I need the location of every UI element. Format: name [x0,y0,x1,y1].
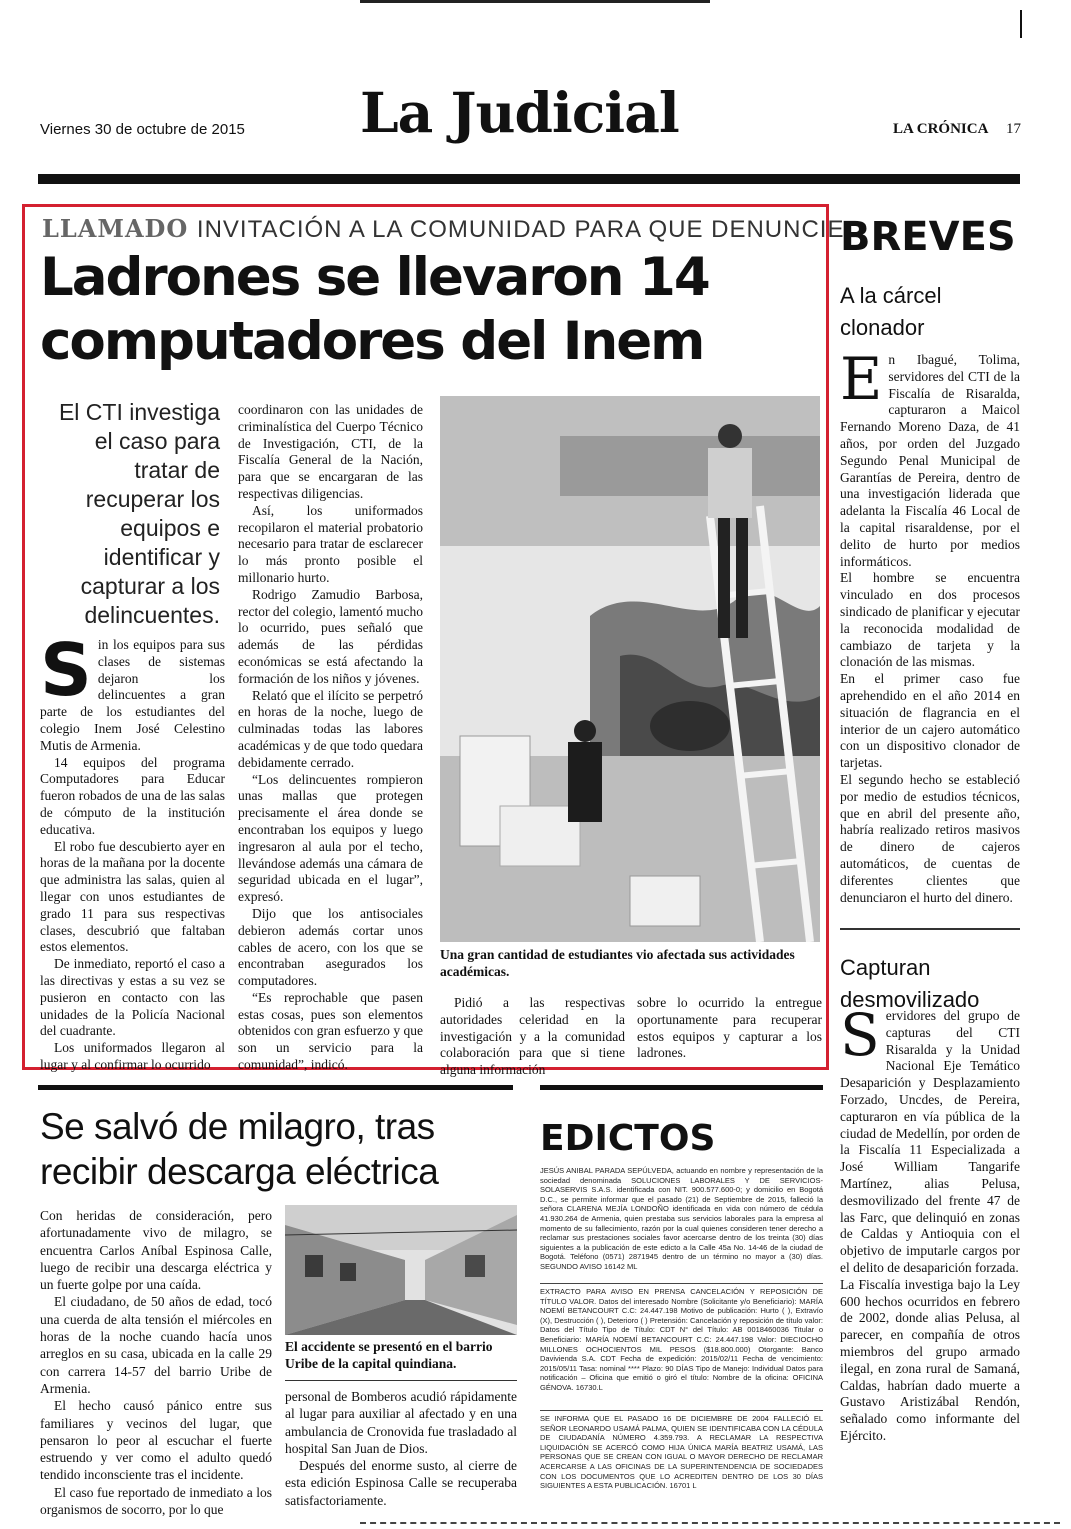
article-headline: Ladrones se llevaron 14 computadores del Inem [40,247,709,372]
kicker-text: INVITACIÓN A LA COMUNIDAD PARA QUE DENUNCIE [196,216,845,243]
article-paragraph: “Es reprochable que pasen estas cosas, pues son elementos obtenidos con gran esfuerzo y que son un servicio para la comunidad”, indicó. [238,989,423,1073]
article-deck: El CTI investiga el caso para tratar de recuperar los equipos e identificar y capturar a los delincuentes. [58,399,220,628]
header-rule [38,174,1020,184]
brief-paragraph: El hombre se encuentra vinculado en dos procesos sindicado de planificar y ejecutar la reconocida modalidad de cambiazo de tarjeta y la clonación de las mismas. [840,570,1020,670]
brief-divider [840,928,1020,930]
article-kicker [42,214,844,244]
drop-cap: S [40,628,92,712]
brief-paragraph: En el primer caso fue aprehendido en el año 2014 en situación de flagrancia en el interior de un cajero automático con un dispositivo clonador de tarjetas. [840,671,1020,771]
article-paragraph: El robo fue descubierto ayer en horas de la mañana por la docente que administra las salas, quien al llegar con unos estudiantes de grado 11 para sus respectivas clases, descubrió que faltaban estos elementos. [40,838,225,955]
street-photo [285,1205,517,1335]
article-paragraph: personal de Bomberos acudió rápidamente al lugar para auxiliar al afectado y en una ambulancia de Cronovida fue trasladado al hospital San Juan de Dios. [285,1389,517,1456]
section-title: La Judicial [360,80,679,145]
article-paragraph: Con heridas de consideración, pero afortunadamente vivo de milagro, se encuentra Carlos Aníbal Espinosa Calle, luego de recibir una descarga eléctrica y un fuerte golpe por una caída. [40,1208,272,1293]
article-paragraph: Pidió a las respectivas autoridades celeridad en la investigación y a la comunidad colaboración para que si tiene alguna información [440,995,625,1078]
brief-lead: En Ibagué, Tolima, servidores del CTI de la Fiscalía de Risaralda, capturaron a Maicol Fernando Moreno Daza, de 41 años, por orden del Juzgado Segundo Penal Municipal de Garantías de Pereira, dentro de una investigación liderada que adelanta la Fiscalía 46 Local de la capital risaraldense, por el delito de hurto por medios informáticos. [840,345,1020,569]
drop-cap: S [840,1001,880,1069]
page-number: 17 [1006,121,1021,137]
article-paragraph: Relató que el ilícito se perpetró en horas de la noche, luego de culminadas todas las labores académicas y de que todo quedara debidamente cerrado. [238,687,423,770]
article-paragraph: Después del enorme susto, al cierre de esta edición Espinosa Calle se recuperaba satisfactoriamente. [285,1458,517,1508]
photo-caption: El accidente se presentó en el barrio Uribe de la capital quindiana. [285,1339,493,1371]
notice-divider [540,1283,823,1284]
article-paragraph: “Los delincuentes rompieron unas mallas que protegen precisamente el área donde se encontraban los equipos y luego ingresaron al aula por el techo, llevándose además una cámara de seguridad ubicada en el lugar”, expresó. [238,771,423,905]
article-paragraph: coordinaron con las unidades de criminalística del Cuerpo Técnico de Investigación, CTI, de la Fiscalía General de la Nación, para que se encargaran de las respectivas diligencias. [238,402,423,501]
article-paragraph: Dijo que los antisociales debieron además cortar unos cables de acero, con los que se encontraban asegurados los computadores. [238,905,423,989]
article-paragraph: El ciudadano, de 50 años de edad, tocó una cuerda de alta tensión el miércoles en horas de la noche cuando hacía unos arreglos en su casa, ubicada en la calle 29 con carrera 14-57 del barrio Uribe de Armenia. [40,1294,272,1396]
article-column-3 [440,995,625,1079]
article-column-1 [40,1207,272,1518]
lead-paragraph: Sin los equipos para sus clases de sistemas dejaron los delincuentes a gran parte de los estudiantes del colegio Inem José Celestino Mutis de Armenia. [40,628,225,753]
article-paragraph: Los uniformados llegaron al lugar y al confirmar lo ocurrido [40,1040,225,1072]
brief-paragraph: La Fiscalía investiga bajo la Ley 600 hechos ocurridos en febrero de 2002, donde alias Pelusa, al parecer, en compañía de otros miembros del grupo armado ilegal, en zona rural de Samaná, Caldas, habrían dado muerte a Gustavo Aristizábal Rendón, señalado como informante del Ejército. [840,1276,1020,1443]
photo-caption: Una gran cantidad de estudiantes vio afectada sus actividades académicas. [440,947,795,979]
brief-lead: Servidores del grupo de capturas del CTI Risaralda y la Unidad Nacional Eje Temático Desaparición y Desplazamiento Forzado, Uncdes, de Pereira, capturaron en vía pública de la ciudad de Medellín, por orden de la Fiscalía 11 Especializada a José William Tangarife Martínez, alias Pelusa, desmovilizado del frente 47 de las Farc, que delinquió en zonas de Caldas y Antioquia con el objetivo de imputarle cargos por el delito de desaparición forzada. [840,1001,1020,1275]
brief-body [840,345,1020,906]
article-paragraph: sobre lo ocurrido la entregue oportunamente para recuperar estos equipos y capturar a los ladrones. [637,995,822,1061]
legal-notice: EXTRACTO PARA AVISO EN PRENSA CANCELACIÓN Y REPOSICIÓN DE TÍTULO VALOR. Datos del interesado Nombre (Solicitante y/o Beneficiario): MARÍA NOEMÍ BETANCOURT C.C: 24.447.198 Motivo de publicación: Hurto ( ), Extravío (X), Destrucción ( ), Deterioro ( ) Pretensión: Cancelación y reposición de título valor: Datos del Título Tipo de Título: CDT N° del Título: AB 0018460036 Titular o Beneficiario: MARÍA NOEMÍ BETANCOURT C.C: 24.447.198 Valor: DIECIOCHO MILLONES OCHOCIENTOS MIL PESOS ($18.800.000) Otorgante: Banco Davivienda S.A. CDT Fecha de expedición: 2015/02/11 Fecha de vencimiento: 2015/05/11 Tasa: nominal **** Plazo: 90 DÍAS Tipo de Manejo: Individual Datos para notificación – Oficina que emitió o giró el título: Nombre de la oficina: OFICINA GÉNOVA. 16730.L [540,1287,823,1392]
newspaper-brand: LA CRÓNICA [893,121,989,137]
bottom-margin-mark [360,1522,1060,1529]
article-headline: Se salvó de milagro, tras recibir descarga eléctrica [40,1106,439,1192]
article-column-4 [637,995,822,1062]
notice-divider [540,1410,823,1411]
caption-rule [285,1380,517,1381]
article-paragraph: Rodrigo Zamudio Barbosa, rector del colegio, lamentó mucho lo ocurrido, pues señaló que además de las pérdidas económicas se está afectando la formación de los niños y jóvenes. [238,586,423,686]
section-rule [540,1085,823,1090]
legal-notice: JESÚS ANIBAL PARADA SEPÚLVEDA, actuando en nombre y representación de la sociedad denominada SOLUCIONES LABORALES Y DE SERVICIOS-SOLASERVIS S.A.S. identificada con NIT. 900.577.600-0; y domicilio en Bogotá D.C., se permite informar que el pasado (21) de Septiembre de 2015, falleció la señora CLARENA MEJÍA LONDOÑO identificada en vida con número de cédula 41.930.264 de Armenia, quien prestaba sus servicios laborales para la empresa al momento de su fallecimiento, razón por la cual quienes consideren tener derecho a reclamar sus prestaciones sociales favor acercarse dentro de los treinta (30) días siguientes a la publicación de este edicto a la Calle 45a No. 14-46 de la ciudad de Bogotá. Teléfono (0571) 2871945 dentro de un término no mayor a (30) días. SEGUNDO AVISO 16142 ML [540,1166,823,1271]
brief-paragraph: El segundo hecho se estableció por medio de estudios técnicos, que en abril del presente año, habría realizado retiros masivos de dinero de cajeros automáticos, de cuentas de diferentes clientes que denunciaron el hurto del dinero. [840,771,1020,905]
classroom-photo [440,396,820,942]
brief-title: Capturan desmovilizado [840,955,980,1012]
street-photo-graphic [285,1205,517,1335]
kicker-label: LLAMADO [42,214,189,243]
breves-heading: BREVES [840,214,1016,260]
brief-title: A la cárcel clonador [840,283,942,340]
edictos-heading: EDICTOS [540,1118,716,1159]
article-paragraph: El hecho causó pánico entre sus familiares y vecinos del lugar, que pensaron lo peor al escuchar el fuerte estruendo y ver como el adulto quedó tendido inconsciente tras el incidente. [40,1398,272,1483]
section-rule [38,1085,513,1090]
article-paragraph: El caso fue reportado de inmediato a los organismos de socorro, por lo que [40,1484,272,1518]
issue-date: Viernes 30 de octubre de 2015 [40,121,245,138]
article-paragraph: Así, los uniformados recopilaron el material probatorio necesario para tratar de esclarecer lo más pronto posible el millonario hurto. [238,502,423,585]
article-column-2 [285,1388,517,1509]
top-margin-mark [360,0,710,6]
corner-mark [1020,10,1022,38]
drop-cap: E [840,345,883,413]
article-column-1 [40,628,225,1074]
classroom-photo-graphic [440,396,820,942]
article-column-2 [238,402,423,1074]
brief-body [840,1001,1020,1445]
legal-notice: SE INFORMA QUE EL PASADO 16 DE DICIEMBRE DE 2004 FALLECIÓ EL SEÑOR LEONARDO USAMÁ PALMA, QUIEN SE IDENTIFICABA CON LA CÉDULA DE CIUDADANÍA NÚMERO 4.359.793. A RECLAMAR LA RESPECTIVA LIQUIDACIÓN SE ACERCÓ COMO HIJA ÚNICA MARÍA BEATRIZ USAMÁ, LAS PERSONAS QUE SE CREAN CON IGUAL O MAYOR DERECHO DE RECLAMAR ACERCARSE A LAS OFICINAS DE LA SUPERINTENDENCIA DE SOCIEDADES CON LOS DOCUMENTOS QUE LO ACREDITEN DENTRO DE LOS 30 DÍAS SIGUIENTES A ESTA PUBLICACIÓN. 16701 L [540,1414,823,1491]
article-paragraph: 14 equipos del programa Computadores para Educar fueron robados de una de las salas de cómputo de la institución educativa. [40,754,225,837]
article-paragraph: De inmediato, reportó el caso a las directivas y estas a su vez se pusieron en contacto con las unidades de la Policía Nacional del cuadrante. [40,956,225,1039]
